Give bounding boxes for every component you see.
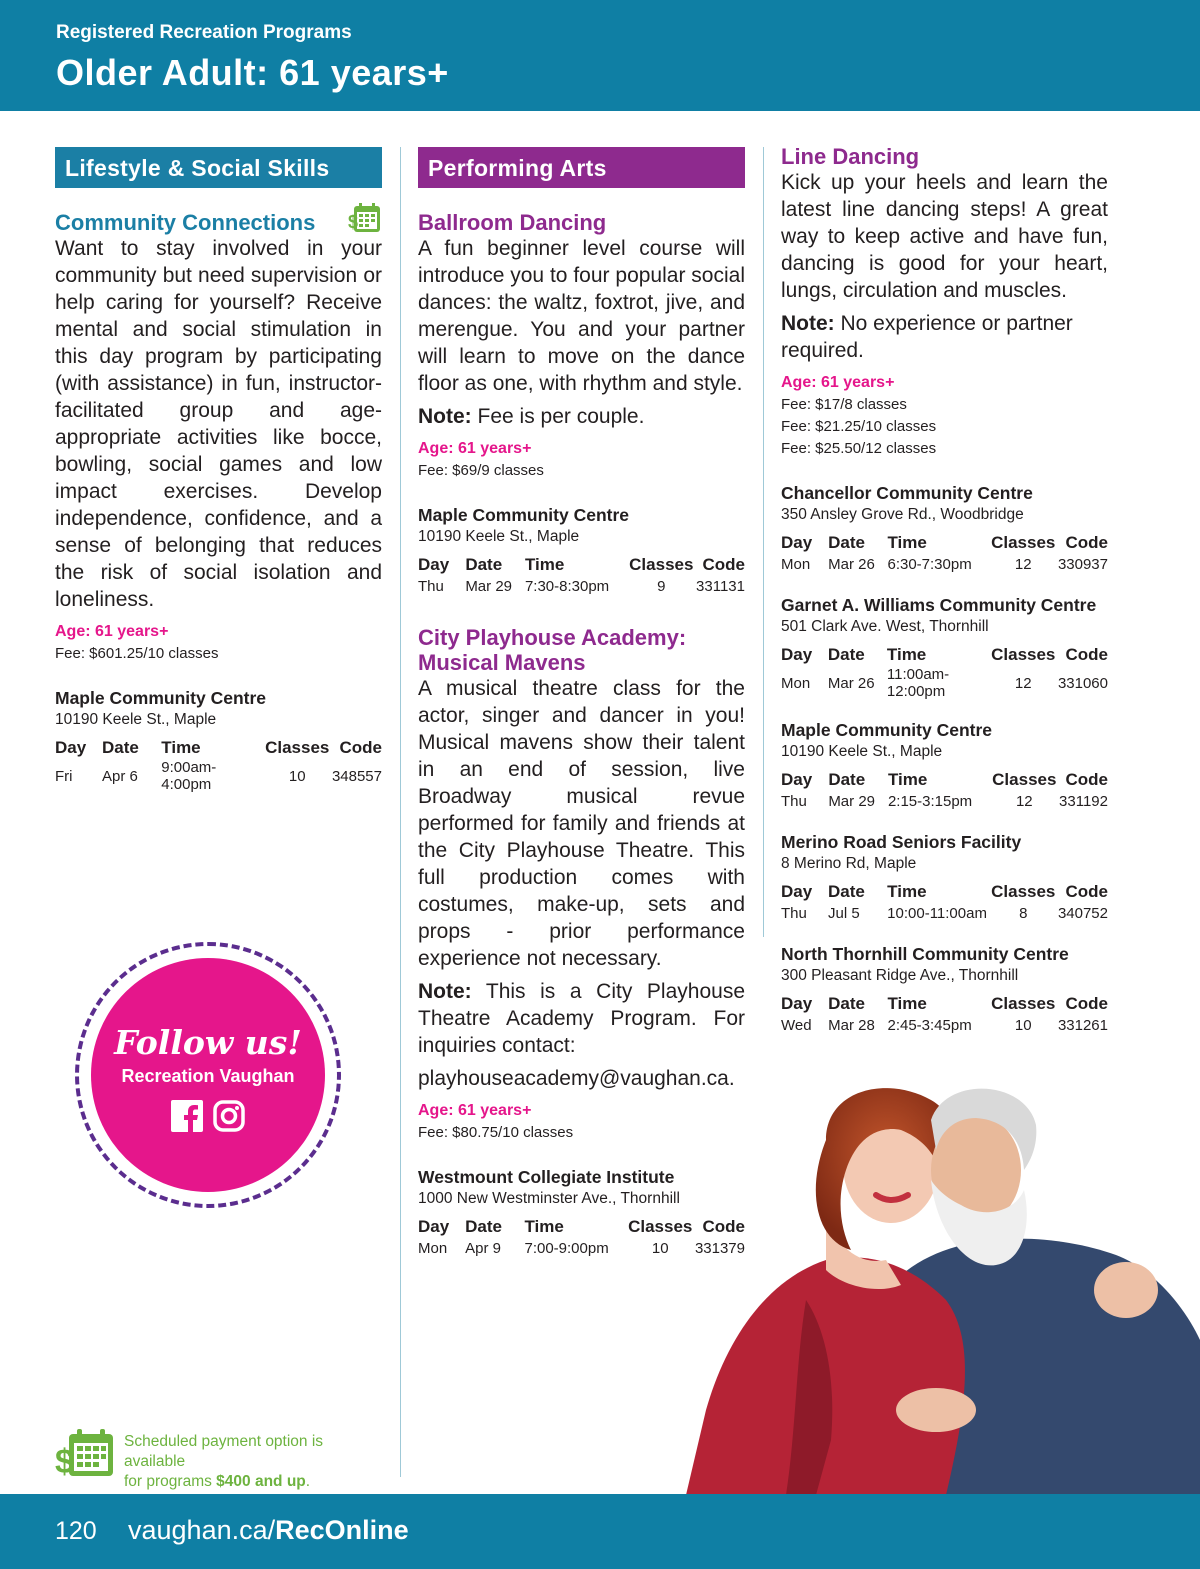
cell-code: 331192 — [1059, 793, 1108, 810]
column-divider — [763, 147, 764, 937]
table-row — [781, 903, 1108, 924]
header-code: Code — [1065, 994, 1108, 1013]
note-label: Note: — [418, 405, 472, 428]
note-label: Note: — [418, 980, 472, 1003]
header-day: Day — [781, 994, 813, 1013]
cell-classes: 10 — [651, 1240, 669, 1257]
cell-time: 2:15-3:15pm — [887, 793, 973, 810]
header-code: Code — [1065, 533, 1108, 552]
schedule-table — [55, 737, 382, 793]
schedule-table — [781, 532, 1108, 575]
follow-subtitle: Recreation Vaughan — [121, 1066, 295, 1086]
program-description: A fun beginner level course will introduce you to four popular social dances: the waltz, foxtrot, jive, and merengue. You and your partner will learn to move on the dance floor as one, with rhythm and style. — [418, 237, 745, 395]
location-name: North Thornhill Community Centre — [781, 944, 1069, 964]
table-row — [418, 576, 745, 597]
program-title-line-dancing: Line Dancing — [781, 144, 920, 169]
cell-classes: 10 — [1014, 1017, 1032, 1034]
location-name: Westmount Collegiate Institute — [418, 1167, 675, 1187]
column-line-dancing — [781, 144, 1108, 1036]
location-block — [781, 831, 1108, 924]
schedule-table — [781, 769, 1108, 812]
fee-line: Fee: $80.75/10 classes — [418, 1124, 574, 1141]
header-day: Day — [781, 533, 813, 552]
note-label: Note: — [781, 312, 835, 335]
location-address: 8 Merino Rd, Maple — [781, 855, 917, 872]
location-name: Maple Community Centre — [55, 688, 266, 708]
location-address: 10190 Keele St., Maple — [418, 528, 580, 545]
location-list — [781, 482, 1108, 1036]
program-description: A musical theatre class for the actor, singer and dancer in you! Musical mavens show their talent in an end of session, live Broadway musical revue performed for family and friends at the City Playhouse Theatre. This full production comes with costumes, make-up, sets and props - prior performance experience not necessary. — [418, 677, 745, 970]
payment-plan-icon — [55, 1428, 117, 1483]
follow-badge[interactable] — [91, 958, 325, 1192]
cell-day: Mon — [418, 1240, 448, 1257]
header-classes: Classes — [991, 882, 1056, 901]
location-block — [781, 594, 1108, 700]
header-classes: Classes — [991, 645, 1056, 664]
location-name: Maple Community Centre — [418, 505, 629, 525]
cell-code: 331131 — [696, 578, 745, 595]
facebook-icon[interactable] — [170, 1099, 204, 1138]
location-address: 300 Pleasant Ridge Ave., Thornhill — [781, 967, 1019, 984]
cell-date: Apr 6 — [102, 767, 138, 785]
header-date: Date — [102, 738, 139, 757]
instagram-icon[interactable] — [212, 1099, 246, 1138]
cell-classes: 12 — [1014, 674, 1032, 692]
cell-classes: 12 — [1015, 793, 1033, 810]
header-time: Time — [161, 738, 201, 757]
header-day: Day — [418, 555, 450, 574]
header-time: Time — [887, 994, 927, 1013]
follow-title: Follow us! — [114, 1023, 302, 1062]
fee-line: Fee: $69/9 classes — [418, 462, 544, 479]
cell-date: Mar 29 — [828, 793, 875, 810]
url-prefix: vaughan.ca/ — [128, 1515, 276, 1545]
cell-time: 2:45-3:45pm — [887, 1017, 972, 1034]
cell-time: 6:30-7:30pm — [887, 556, 972, 573]
fee-line: Fee: $21.25/10 classes — [781, 418, 937, 435]
header-classes: Classes — [992, 770, 1057, 789]
header-date: Date — [465, 1217, 502, 1236]
location-block — [781, 943, 1108, 1036]
header-time: Time — [887, 533, 927, 552]
program-description: Kick up your heels and learn the latest line dancing steps! A great way to keep active and have fun, dancing is good for your heart, lungs, circulation and muscles. — [781, 171, 1108, 302]
location-name: Garnet A. Williams Community Centre — [781, 595, 1097, 615]
website-link[interactable] — [128, 1515, 409, 1546]
header-day: Day — [55, 738, 87, 757]
program-title-playhouse — [418, 625, 745, 675]
table-row — [781, 666, 1108, 700]
header-date: Date — [827, 645, 865, 664]
page-header — [0, 0, 1200, 111]
note-text: Fee is per couple. — [471, 405, 645, 428]
location-block — [55, 687, 382, 793]
location-name: Merino Road Seniors Facility — [781, 832, 1022, 852]
location-address: 350 Ansley Grove Rd., Woodbridge — [781, 506, 1024, 523]
cell-date: Mar 28 — [828, 1017, 875, 1034]
table-row — [781, 1015, 1108, 1036]
cell-classes: 8 — [1019, 905, 1028, 922]
cell-code: 331261 — [1057, 1017, 1108, 1034]
table-row — [781, 554, 1108, 575]
cell-day: Fri — [55, 767, 73, 785]
location-address: 10190 Keele St., Maple — [781, 743, 943, 760]
header-classes: Classes — [991, 533, 1056, 552]
cell-date: Mar 26 — [828, 556, 875, 573]
table-row — [781, 791, 1108, 812]
header-date: Date — [827, 882, 865, 901]
cell-time: 9:00am-4:00pm — [161, 759, 217, 793]
column-lifestyle — [55, 147, 382, 793]
cell-classes: 9 — [657, 578, 666, 595]
payment-note-suffix: . — [305, 1473, 311, 1490]
header-classes: Classes — [991, 994, 1056, 1013]
cell-day: Thu — [781, 793, 807, 810]
header-time: Time — [887, 882, 927, 901]
cell-day: Wed — [781, 1017, 812, 1034]
cell-code: 331379 — [694, 1240, 745, 1257]
header-code: Code — [1065, 882, 1108, 901]
program-title-community-connections: Community Connections — [55, 210, 316, 235]
dancing-couple-photo — [686, 1080, 1200, 1495]
header-day: Day — [781, 645, 813, 664]
location-address: 10190 Keele St., Maple — [55, 711, 217, 728]
payment-note-amount: $400 and up — [216, 1473, 306, 1490]
location-block — [781, 482, 1108, 575]
header-subtitle: Registered Recreation Programs — [56, 22, 352, 43]
schedule-table — [781, 881, 1108, 924]
schedule-table — [781, 644, 1108, 700]
header-time: Time — [524, 555, 565, 574]
header-code: Code — [339, 738, 382, 757]
cell-classes: 12 — [1014, 556, 1032, 573]
cell-day: Thu — [418, 578, 444, 595]
age-label: Age: 61 years+ — [418, 1102, 532, 1119]
header-day: Day — [781, 882, 813, 901]
cell-time: 11:00am-12:00pm — [886, 666, 950, 700]
location-name: Chancellor Community Centre — [781, 483, 1033, 503]
header-classes: Classes — [265, 738, 330, 757]
age-label: Age: 61 years+ — [418, 440, 532, 457]
cell-date: Mar 26 — [827, 674, 875, 692]
payment-note-prefix: for programs — [124, 1473, 217, 1490]
header-day: Day — [418, 1217, 450, 1236]
note-text: No experience or partner required. — [781, 312, 1073, 362]
age-label: Age: 61 years+ — [55, 623, 169, 640]
cell-day: Mon — [781, 674, 811, 692]
program-title-ballroom: Ballroom Dancing — [418, 210, 607, 235]
header-day: Day — [781, 770, 813, 789]
header-classes: Classes — [628, 1217, 693, 1236]
section-header-performing-arts: Performing Arts — [418, 147, 745, 188]
page-footer — [0, 1494, 1200, 1569]
program-description: Want to stay involved in your community but need supervision or help caring for yourself? Receive mental and social stimulation in this day program by participating (with assistance) in fun, instructor-facilitated group and age-appropriate activities like bocce, bowling, social games and low impact exercises. Develop independence, confidence, and a sense of belonging that reduces the risk of social isolation and loneliness. — [55, 237, 382, 611]
fee-line: Fee: $25.50/12 classes — [781, 440, 937, 457]
program-note — [781, 310, 1108, 364]
header-code: Code — [1065, 770, 1108, 789]
program-note — [418, 403, 745, 430]
cell-code: 331060 — [1057, 674, 1108, 692]
fee-line: Fee: $17/8 classes — [781, 396, 907, 413]
cell-time: 10:00-11:00am — [887, 905, 987, 922]
header-time: Time — [886, 645, 927, 664]
header-code: Code — [702, 555, 745, 574]
contact-email-link[interactable]: playhouseacademy@vaughan.ca. — [418, 1067, 735, 1090]
cell-date: Jul 5 — [827, 905, 860, 922]
header-time: Time — [887, 770, 928, 789]
payment-note-line1: Scheduled payment option is available — [124, 1433, 324, 1470]
header-date: Date — [828, 770, 866, 789]
location-block — [781, 719, 1108, 812]
cell-time: 7:00-9:00pm — [524, 1240, 609, 1257]
header-time: Time — [524, 1217, 564, 1236]
cell-date: Apr 9 — [465, 1240, 501, 1257]
page-title: Older Adult: 61 years+ — [56, 52, 449, 93]
cell-code: 330937 — [1057, 556, 1108, 573]
program-title-line1: City Playhouse Academy: — [418, 625, 687, 650]
header-date: Date — [828, 533, 865, 552]
page-number: 120 — [55, 1517, 97, 1545]
url-bold: RecOnline — [275, 1515, 409, 1545]
header-code: Code — [1065, 645, 1108, 664]
cell-day: Thu — [781, 905, 807, 922]
location-name: Maple Community Centre — [781, 720, 992, 740]
header-classes: Classes — [629, 555, 694, 574]
table-row — [55, 759, 382, 793]
header-code: Code — [702, 1217, 745, 1236]
svg-text:$: $ — [348, 212, 359, 232]
schedule-table — [418, 554, 745, 597]
fee-line: Fee: $601.25/10 classes — [55, 645, 219, 662]
program-title-line2: Musical Mavens — [418, 650, 586, 675]
note-text: This is a City Playhouse Theatre Academy Program. For inquiries contact: — [418, 980, 745, 1057]
location-address: 1000 New Westminster Ave., Thornhill — [418, 1190, 680, 1207]
payment-note — [55, 1428, 385, 1490]
cell-day: Mon — [781, 556, 811, 573]
section-header-lifestyle: Lifestyle & Social Skills — [55, 147, 382, 188]
column-divider — [400, 147, 401, 1477]
header-date: Date — [828, 994, 865, 1013]
header-date: Date — [465, 555, 503, 574]
cell-code: 340752 — [1057, 905, 1108, 922]
age-label: Age: 61 years+ — [781, 374, 895, 391]
location-address: 501 Clark Ave. West, Thornhill — [781, 618, 989, 635]
payment-plan-icon — [348, 202, 382, 239]
svg-text:$: $ — [55, 1443, 74, 1478]
cell-date: Mar 29 — [465, 578, 512, 595]
schedule-table — [781, 993, 1108, 1036]
program-note — [418, 978, 745, 1059]
cell-time: 7:30-8:30pm — [524, 578, 610, 595]
cell-classes: 10 — [288, 767, 306, 785]
cell-code: 348557 — [331, 767, 382, 785]
